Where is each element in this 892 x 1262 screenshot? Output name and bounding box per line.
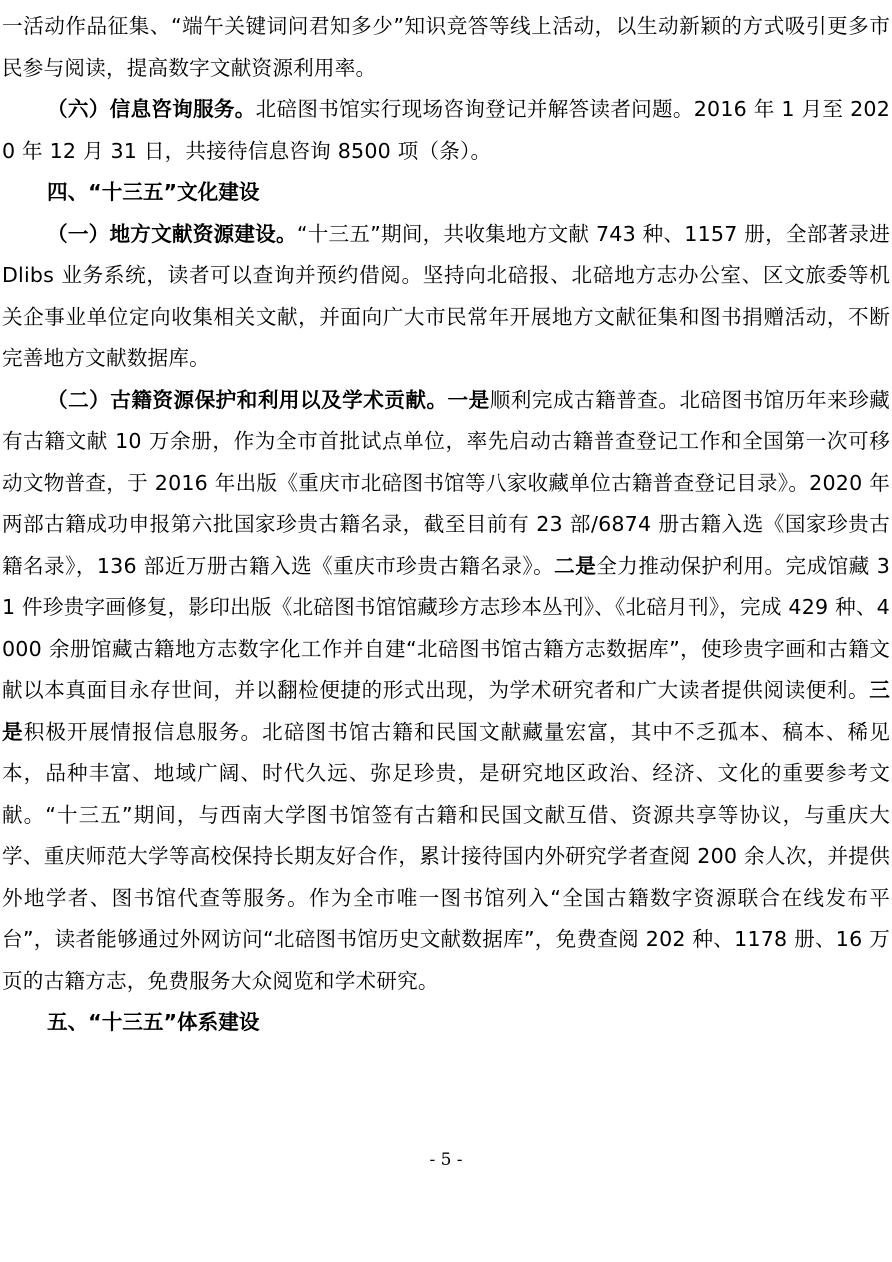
paragraph-text: 积极开展情报信息服务。北碚图书馆古籍和民国文献藏量宏富，其中不乏孤本、稿本、稀见本，品种丰富、地域广阔、时代久远、弥足珍贵，是研究地区政治、经济、文化的重要参考文献。“十三五”期间，与西南大学图书馆签有古籍和民国文献互借、资源共享等协议，与重庆大学、重庆师范大学等高校保持长期友好合作，累计接待国内外研究学者查阅 200 余人次，并提供外地学者、图书馆代查等服务。作为全市唯一图书馆列入“全国古籍数字资源联合在线发布平台”，读者能够通过外网访问“北碚图书馆历史文献数据库”，免费查阅 202 种、1178 册、16 万页的古籍方志，免费服务大众阅览和学术研究。 xyxy=(2,719,890,993)
subsection-title: （一）地方文献资源建设。 xyxy=(47,221,297,246)
section-heading-culture: 四、“十三五”文化建设 xyxy=(47,180,260,204)
paragraph-info-consulting xyxy=(2,89,890,172)
page-number: - 5 - xyxy=(429,1150,463,1170)
paragraph-text: “十三五”期间，共收集地方文献 743 种、1157 册，全部著录进 Dlibs 业务系统，读者可以查询并预约借阅。坚持向北碚报、北碚地方志办公室、区文旅委等机关企事业单位定向收集相关文献，并面向广大市民常年开展地方文献征集和图书捐赠活动，不断完善地方文献数据库。 xyxy=(2,221,890,370)
subsection-title: （二）古籍资源保护和利用以及学术贡献。 xyxy=(47,387,448,412)
paragraph-text: 北碚图书馆实行现场咨询登记并解答读者问题。2016 年 1 月至 2020 年 12 月 31 日，共接待信息咨询 8500 项（条）。 xyxy=(2,97,890,163)
paragraph-text: 一活动作品征集、“端午关键词问君知多少”知识竞答等线上活动，以生动新颖的方式吸引更多市民参与阅读，提高数字文献资源利用率。 xyxy=(2,14,890,80)
paragraph-online-activities xyxy=(2,6,890,89)
document-body xyxy=(2,6,890,1044)
point-label-2: 二是 xyxy=(554,553,597,578)
paragraph-text: 顺利完成古籍普查。北碚图书馆历年来珍藏有古籍文献 10 万余册，作为全市首批试点单位，率先启动古籍普查登记工作和全国第一次可移动文物普查，于 2016 年出版《重庆市北碚图书馆等八家收藏单位古籍普查登记目录》。2020 年两部古籍成功申报第六批国家珍贵古籍名录，截至目前有 23 部/6874 册古籍入选《国家珍贵古籍名录》，136 部近万册古籍入选《重庆市珍贵古籍名录》。 xyxy=(2,387,890,578)
section-heading-system: 五、“十三五”体系建设 xyxy=(47,1010,260,1034)
paragraph-local-documents xyxy=(2,214,890,380)
point-label-3: 三是 xyxy=(2,678,890,744)
paragraph-ancient-books xyxy=(2,380,890,1003)
subsection-title: （六）信息咨询服务。 xyxy=(47,97,256,121)
paragraph-text: 全力推动保护利用。完成馆藏 31 件珍贵字画修复，影印出版《北碚图书馆馆藏珍方志珍本丛刊》、《北碚月刊》，完成 429 种、4000 余册馆藏古籍地方志数字化工作并自建“北碚图书馆古籍方志数据库”，使珍贵字画和古籍文献以本真面目永存世间，并以翻检便捷的形式出现，为学术研究者和广大读者提供阅读便利。 xyxy=(2,553,890,702)
point-label-1: 一是 xyxy=(447,387,490,412)
